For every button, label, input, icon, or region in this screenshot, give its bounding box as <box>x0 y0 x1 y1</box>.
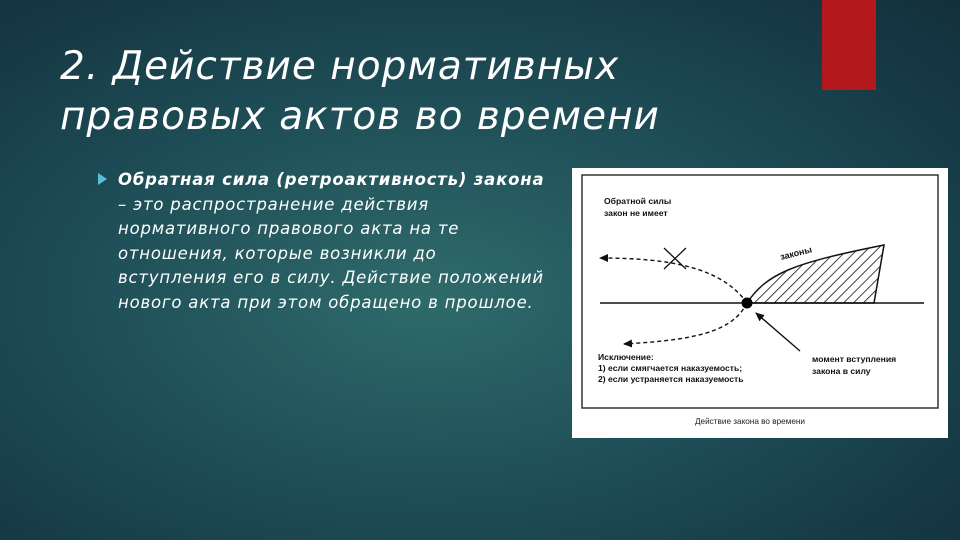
bullet-item <box>100 168 550 315</box>
diagram-figure <box>572 168 948 438</box>
label-no-retro-line1: Обратной силы <box>604 196 672 206</box>
label-moment-line2: закона в силу <box>812 366 871 376</box>
title-line-2: правовых актов во времени <box>60 94 660 139</box>
time-action-diagram <box>572 168 948 438</box>
hatched-force-area <box>747 245 884 303</box>
dashed-retro-curve <box>600 258 747 303</box>
label-exception-2: 2) если устраняется наказуемость <box>598 374 744 384</box>
figure-caption: Действие закона во времени <box>695 417 805 426</box>
label-moment-line1: момент вступления <box>812 354 897 364</box>
triangle-bullet-icon <box>98 173 107 185</box>
title-line-1: 2. Действие нормативных <box>60 44 620 89</box>
bullet-definition: – это распространение действия нормативного правового акта на те отношения, которые возникли до вступления его в силу. Действие положений нового акта при этом обращено в прошлое. <box>118 194 544 312</box>
label-no-retro-line2: закон не имеет <box>604 208 668 218</box>
moment-point <box>742 298 753 309</box>
bullet-text <box>118 168 550 315</box>
accent-bar <box>822 0 876 90</box>
slide-title <box>60 42 760 142</box>
label-exception-title: Исключение: <box>598 352 654 362</box>
label-laws: законы <box>779 244 813 262</box>
moment-arrow <box>756 313 800 351</box>
label-exception-1: 1) если смягчается наказуемость; <box>598 363 743 373</box>
bullet-term: Обратная сила (ретроактивность) закона <box>118 170 545 189</box>
dashed-exception-curve <box>624 303 747 344</box>
